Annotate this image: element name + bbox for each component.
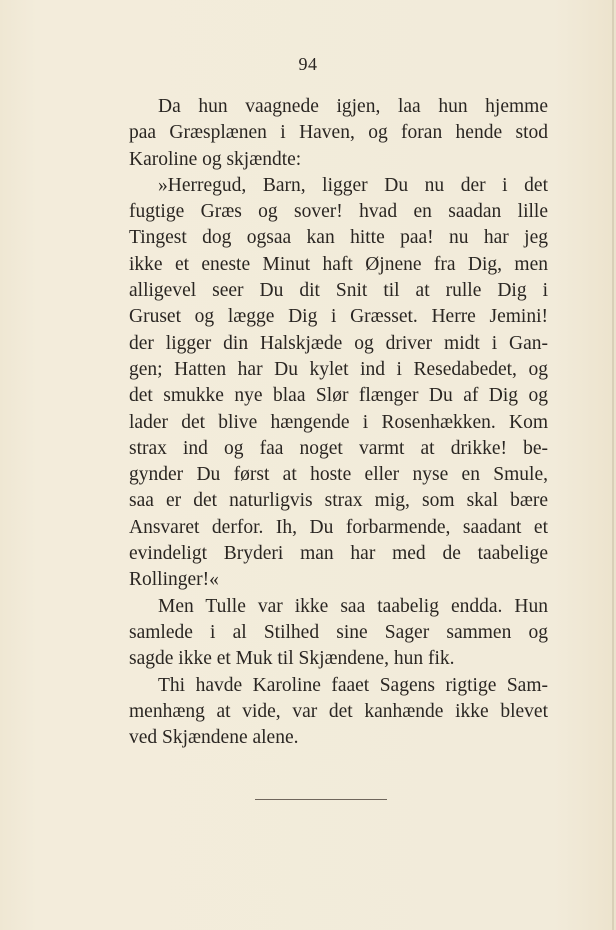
text-line: Gruset og lægge Dig i Græsset. Herre Jemini! xyxy=(129,306,548,328)
body-text xyxy=(129,94,548,751)
text-line: alligevel seer Du dit Snit til at rulle Dig i xyxy=(129,280,548,302)
text-line: strax ind og faa noget varmt at drikke! be- xyxy=(129,437,548,459)
text-line: samlede i al Stilhed sine Sager sammen og xyxy=(129,621,548,643)
page-number: 94 xyxy=(298,54,318,74)
text-line: Da hun vaagnede igjen, laa hun hjemme xyxy=(158,96,548,117)
text-line: menhæng at vide, var det kanhænde ikke blevet xyxy=(129,700,548,722)
text-line: »Herregud, Barn, ligger Du nu der i det xyxy=(158,174,548,196)
text-line: gen; Hatten har Du kylet ind i Resedabedet, og xyxy=(129,358,548,380)
text-line: Tingest dog ogsaa kan hitte paa! nu har jeg xyxy=(129,227,548,249)
page-edge xyxy=(612,0,614,930)
text-line: det smukke nye blaa Slør flænger Du af Dig og xyxy=(129,385,548,407)
text-line: Rollinger!« xyxy=(129,569,219,591)
text-line: Thi havde Karoline faaet Sagens rigtige Sam- xyxy=(158,674,548,696)
text-line: fugtige Græs og sover! hvad en saadan lille xyxy=(129,201,548,223)
text-line: Karoline og skjændte: xyxy=(129,148,302,170)
text-line: der ligger din Halskjæde og driver midt i Gan- xyxy=(129,332,548,354)
text-line: saa er det naturligvis strax mig, som skal bære xyxy=(129,490,548,512)
text-line: sagde ikke et Muk til Skjændene, hun fik. xyxy=(129,648,455,670)
text-line: Men Tulle var ikke saa taabelig endda. Hun xyxy=(158,595,548,617)
text-line: paa Græsplænen i Haven, og foran hende stod xyxy=(129,122,548,144)
text-line: lader det blive hængende i Rosenhækken. Kom xyxy=(129,411,548,433)
text-line: gynder Du først at hoste eller nyse en Smule, xyxy=(129,464,548,486)
text-line: evindeligt Bryderi man har med de taabelige xyxy=(129,543,548,565)
text-line: ikke et eneste Minut haft Øjnene fra Dig, men xyxy=(129,253,548,275)
end-rule xyxy=(255,799,387,800)
text-line: Ansvaret derfor. Ih, Du forbarmende, saadant et xyxy=(129,516,548,538)
text-line: ved Skjændene alene. xyxy=(129,727,299,749)
